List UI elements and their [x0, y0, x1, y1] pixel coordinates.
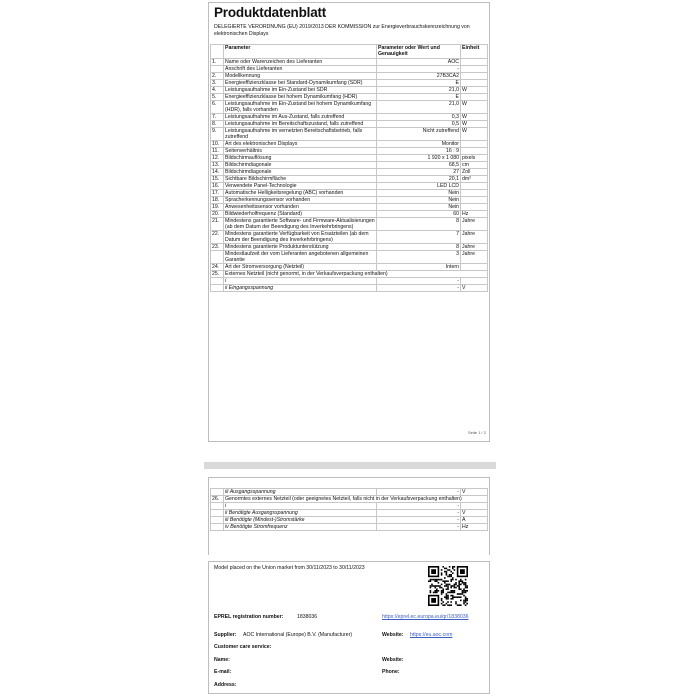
- cell-parameter: Leistungsaufnahme im Bereitschaftszustand, falls zutreffend: [224, 121, 377, 128]
- market-text: Model placed on the Union market from 30/11/2023 to 30/11/2023: [214, 565, 365, 571]
- customer-care-label: Customer care service:: [214, 644, 272, 650]
- table-row: [211, 190, 488, 197]
- cell-number: 23.: [211, 244, 224, 251]
- cell-number: [211, 285, 224, 292]
- cell-parameter: ii Benötigte Ausgangsspannung: [224, 510, 377, 517]
- cell-parameter: Spracherkennungssensor vorhanden: [224, 197, 377, 204]
- cell-number: 7.: [211, 114, 224, 121]
- cell-parameter: Bildschirmdiagonale: [224, 162, 377, 169]
- cell-number: 9.: [211, 128, 224, 141]
- table-row: [211, 176, 488, 183]
- cell-value: AOC: [377, 59, 461, 66]
- cell-value: -: [377, 503, 461, 510]
- cell-parameter: Anwesenheitssensor vorhanden: [224, 204, 377, 211]
- table-row: [211, 271, 488, 278]
- cell-value: 8: [377, 218, 461, 231]
- table-row: [211, 169, 488, 176]
- cell-value: -: [377, 285, 461, 292]
- cell-unit: [461, 141, 488, 148]
- table-row: [211, 101, 488, 114]
- cell-number: 11.: [211, 148, 224, 155]
- datasheet-page-2: [208, 477, 490, 555]
- cell-value: 27: [377, 169, 461, 176]
- datasheet-page-1: [208, 2, 490, 442]
- cell-number: 10.: [211, 141, 224, 148]
- cell-number: [211, 66, 224, 73]
- cell-value: 0,3: [377, 114, 461, 121]
- eprel-number: 1838036: [297, 614, 318, 620]
- cell-unit: W: [461, 114, 488, 121]
- cell-number: 26.: [211, 496, 224, 503]
- eprel-info-box: [208, 561, 490, 694]
- header-parameter: Parameter: [224, 45, 377, 59]
- cell-number: 5.: [211, 94, 224, 101]
- cell-value: 7: [377, 231, 461, 244]
- table-row: [211, 489, 488, 496]
- cell-unit: Hz: [461, 524, 488, 531]
- parameter-table-continued: [210, 488, 488, 531]
- cell-value: LED LCD: [377, 183, 461, 190]
- cell-value: -: [377, 524, 461, 531]
- page-number: Seite 1 / 2: [467, 430, 486, 435]
- cell-unit: [461, 80, 488, 87]
- cell-value: 20,1: [377, 176, 461, 183]
- cell-value: -: [377, 66, 461, 73]
- cell-parameter: i: [224, 503, 377, 510]
- cell-number: 21.: [211, 218, 224, 231]
- table-row: [211, 80, 488, 87]
- regulation-text: DELEGIERTE VERORDNUNG (EU) 2019/2013 DER KOMMISSION zur Energieverbrauchskennzeichnung von elektronischen Displays: [214, 24, 470, 37]
- cell-unit: Jahre: [461, 251, 488, 264]
- table-row: [211, 510, 488, 517]
- table-row: [211, 66, 488, 73]
- cell-parameter: Energieeffizienzklasse bei hohem Dynamikumfang (HDR): [224, 94, 377, 101]
- table-row: [211, 141, 488, 148]
- cell-parameter: Bildwiederholfrequenz (Standard): [224, 211, 377, 218]
- cell-number: 13.: [211, 162, 224, 169]
- cell-parameter: i: [224, 278, 377, 285]
- cell-value: Nicht zutreffend: [377, 128, 461, 141]
- cell-number: 25.: [211, 271, 224, 278]
- cell-parameter: Bildschirmauflösung: [224, 155, 377, 162]
- cell-unit: Jahre: [461, 231, 488, 244]
- cell-parameter: Art der Stromversorgung (Netzteil): [224, 264, 377, 271]
- table-row: [211, 251, 488, 264]
- cell-value: 16 : 9: [377, 148, 461, 155]
- cell-parameter: Name oder Warenzeichen des Lieferanten: [224, 59, 377, 66]
- cell-parameter: Leistungsaufnahme im vernetzten Bereitschaftsbetrieb, falls zutreffend: [224, 128, 377, 141]
- cell-value: Monitor: [377, 141, 461, 148]
- table-row: [211, 524, 488, 531]
- cell-number: 8.: [211, 121, 224, 128]
- cell-parameter: Leistungsaufnahme im Aus-Zustand, falls zutreffend: [224, 114, 377, 121]
- cell-number: 4.: [211, 87, 224, 94]
- cell-parameter: iv Benötigte Stromfrequenz: [224, 524, 377, 531]
- cell-number: [211, 517, 224, 524]
- cell-unit: [461, 94, 488, 101]
- cell-parameter: iii Benötigte (Mindest-)Stromstärke: [224, 517, 377, 524]
- supplier-value: AOC International (Europe) B.V. (Manufacturer): [243, 632, 353, 638]
- cell-unit: V: [461, 285, 488, 292]
- cell-unit: [461, 59, 488, 66]
- cell-number: [211, 510, 224, 517]
- supplier-label: Supplier:: [214, 632, 237, 638]
- cell-number: [211, 278, 224, 285]
- table-row: [211, 517, 488, 524]
- cell-parameter: Leistungsaufnahme im Ein-Zustand bei SDR: [224, 87, 377, 94]
- cell-unit: [461, 278, 488, 285]
- cell-unit: [461, 183, 488, 190]
- cell-value: 3: [377, 251, 461, 264]
- table-row: [211, 231, 488, 244]
- cell-number: 18.: [211, 197, 224, 204]
- cell-number: 15.: [211, 176, 224, 183]
- cell-value: 21,0: [377, 87, 461, 94]
- cell-unit: pixels: [461, 155, 488, 162]
- table-row: [211, 87, 488, 94]
- cell-parameter: Leistungsaufnahme im Ein-Zustand bei hohem Dynamikumfang (HDR), falls vorhanden: [224, 101, 377, 114]
- cell-number: 2.: [211, 73, 224, 80]
- cell-value: E: [377, 80, 461, 87]
- email-label: E-mail:: [214, 669, 232, 675]
- cell-parameter: iii Ausgangsspannung: [224, 489, 377, 496]
- cell-number: 20.: [211, 211, 224, 218]
- cell-value: -: [377, 278, 461, 285]
- cell-unit: [461, 66, 488, 73]
- cell-value: Nein: [377, 204, 461, 211]
- cell-number: [211, 489, 224, 496]
- table-row: [211, 211, 488, 218]
- name-label: Name:: [214, 657, 230, 663]
- cell-value: Nein: [377, 197, 461, 204]
- cell-number: 12.: [211, 155, 224, 162]
- table-row: [211, 128, 488, 141]
- cell-parameter: Seitenverhältnis: [224, 148, 377, 155]
- table-row: [211, 503, 488, 510]
- website-label: Website:: [382, 632, 404, 638]
- table-row: [211, 244, 488, 251]
- cell-parameter: Energieeffizienzklasse bei Standard-Dynamikumfang (SDR): [224, 80, 377, 87]
- cell-unit: [461, 197, 488, 204]
- cell-value: 60: [377, 211, 461, 218]
- table-row: [211, 155, 488, 162]
- parameter-table: [210, 44, 488, 292]
- cell-value: Intern: [377, 264, 461, 271]
- cell-number: 17.: [211, 190, 224, 197]
- cell-number: 16.: [211, 183, 224, 190]
- cell-number: 22.: [211, 231, 224, 244]
- eprel-label: EPREL registration number:: [214, 614, 284, 620]
- table-row: [211, 183, 488, 190]
- table-row: [211, 285, 488, 292]
- cell-value: -: [377, 510, 461, 517]
- cell-number: 1.: [211, 59, 224, 66]
- cell-unit: [461, 73, 488, 80]
- cell-number: 3.: [211, 80, 224, 87]
- cell-unit: [461, 264, 488, 271]
- table-row: [211, 162, 488, 169]
- cell-unit: W: [461, 87, 488, 94]
- cell-unit: cm: [461, 162, 488, 169]
- website-link[interactable]: https://eu.aoc.com: [410, 632, 453, 638]
- cell-parameter: Anschrift des Lieferanten: [224, 66, 377, 73]
- cell-parameter: Art des elektronischen Displays: [224, 141, 377, 148]
- qr-code-icon[interactable]: [428, 566, 468, 606]
- table-header: [211, 45, 488, 59]
- cell-unit: W: [461, 101, 488, 114]
- cell-unit: Jahre: [461, 218, 488, 231]
- table-row: [211, 218, 488, 231]
- cell-number: [211, 503, 224, 510]
- cell-unit: Zoll: [461, 169, 488, 176]
- cell-unit: [461, 148, 488, 155]
- cell-parameter: Mindestens garantierte Verfügbarkeit von Ersatzteilen (ab dem Datum der Beendigung des Inverkehrbringens): [224, 231, 377, 244]
- cell-value: 1 920 x 1 080: [377, 155, 461, 162]
- table-row: [211, 121, 488, 128]
- cell-unit: W: [461, 121, 488, 128]
- cell-unit: dm²: [461, 176, 488, 183]
- cell-unit: [461, 503, 488, 510]
- table-row: [211, 59, 488, 66]
- table-row: [211, 148, 488, 155]
- cell-unit: Jahre: [461, 244, 488, 251]
- cell-unit: A: [461, 517, 488, 524]
- cell-value: E: [377, 94, 461, 101]
- cell-unit: V: [461, 510, 488, 517]
- table-row: [211, 114, 488, 121]
- cell-value: 21,0: [377, 101, 461, 114]
- cell-parameter: Sichtbare Bildschirmfläche: [224, 176, 377, 183]
- care-website-label: Website:: [382, 657, 404, 663]
- cell-parameter: Genormtes externes Netzteil (oder geeignetes Netzteil, falls nicht in der Verkaufsverpackung enthalten): [224, 496, 488, 503]
- cell-number: [211, 524, 224, 531]
- cell-parameter: ii Eingangsspannung: [224, 285, 377, 292]
- table-row: [211, 197, 488, 204]
- header-unit: Einheit: [461, 45, 488, 59]
- page-separator: [204, 462, 496, 469]
- table-row: [211, 94, 488, 101]
- cell-parameter: Mindestlaufzeit der vom Lieferanten angebotenen allgemeinen Garantie: [224, 251, 377, 264]
- cell-value: 0,5: [377, 121, 461, 128]
- cell-parameter: Automatische Helligkeitsregelung (ABC) vorhanden: [224, 190, 377, 197]
- table-row: [211, 496, 488, 503]
- table-row: [211, 204, 488, 211]
- cell-value: 8: [377, 244, 461, 251]
- cell-value: Nein: [377, 190, 461, 197]
- cell-parameter: Bildschirmdiagonale: [224, 169, 377, 176]
- cell-unit: V: [461, 489, 488, 496]
- header-value: Parameter oder Wert und Genauigkeit: [377, 45, 461, 59]
- cell-parameter: Mindestens garantierte Software- und Firmware-Aktualisierungen (ab dem Datum der Beendigung des Inverkehrbringens): [225, 218, 375, 230]
- cell-unit: [461, 204, 488, 211]
- cell-number: 14.: [211, 169, 224, 176]
- address-label: Address:: [214, 682, 237, 688]
- cell-parameter: Verwendete Panel-Technologie: [224, 183, 377, 190]
- cell-value: -: [377, 489, 461, 496]
- table-row: [211, 264, 488, 271]
- eprel-link[interactable]: https://eprel.ec.europa.eu/qr/1838036: [382, 614, 469, 620]
- cell-parameter: Modellkennung: [224, 73, 377, 80]
- phone-label: Phone:: [382, 669, 400, 675]
- cell-parameter: Externes Netzteil (nicht genormt, in der Verkaufsverpackung enthalten): [224, 271, 488, 278]
- cell-number: 24.: [211, 264, 224, 271]
- table-row: [211, 73, 488, 80]
- page-title: Produktdatenblatt: [214, 5, 327, 20]
- table-row: [211, 278, 488, 285]
- cell-value: 27B3CA2: [377, 73, 461, 80]
- cell-value: 68,5: [377, 162, 461, 169]
- cell-unit: W: [461, 128, 488, 141]
- cell-number: 6.: [211, 101, 224, 114]
- cell-parameter: Mindestens garantierte Produktunterstützung: [224, 244, 377, 251]
- cell-unit: [461, 190, 488, 197]
- cell-number: 19.: [211, 204, 224, 211]
- cell-number: [211, 251, 224, 264]
- cell-unit: Hz: [461, 211, 488, 218]
- cell-value: -: [377, 517, 461, 524]
